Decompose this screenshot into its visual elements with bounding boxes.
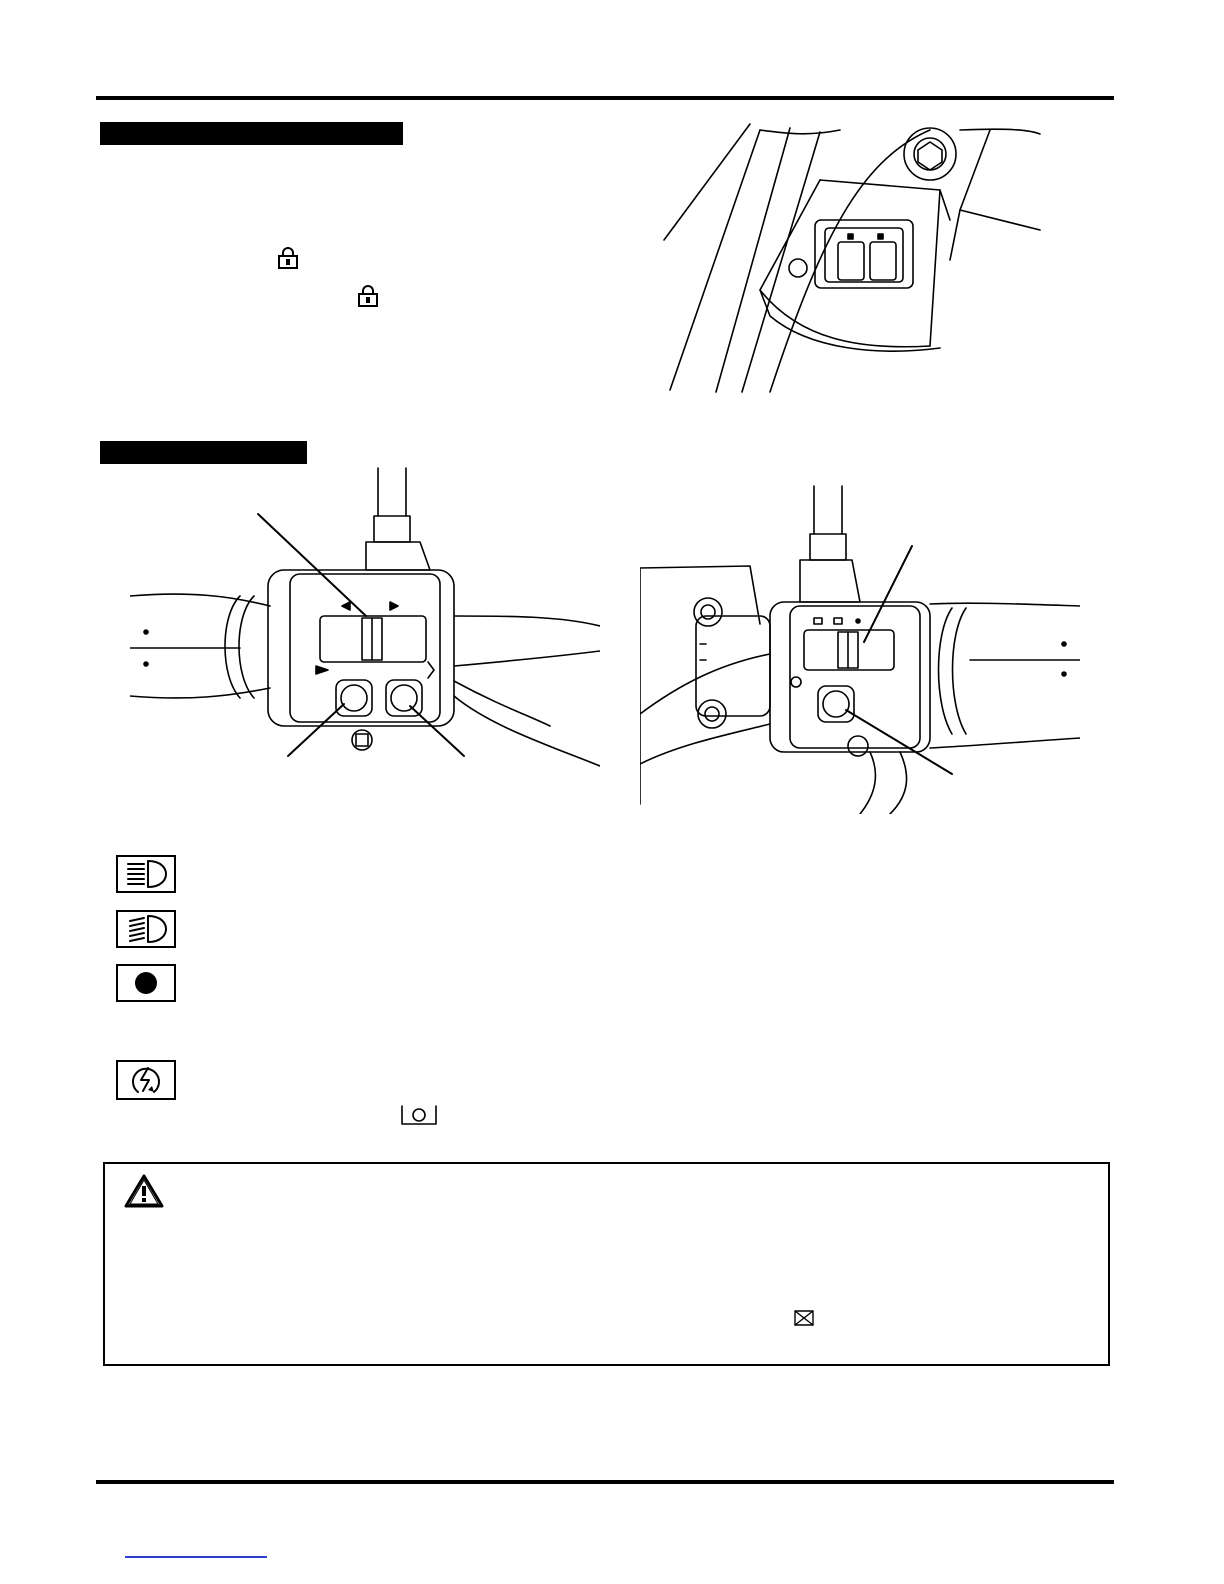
start-icon — [116, 1060, 176, 1100]
section-heading-bar-2 — [100, 441, 307, 464]
header-rule — [96, 96, 1114, 100]
section-heading-bar-1 — [100, 122, 403, 145]
low-beam-icon — [116, 910, 176, 948]
footer-rule — [96, 1480, 1114, 1484]
off-dot-icon — [116, 964, 176, 1002]
footer-link-underline[interactable] — [125, 1556, 267, 1558]
hazard-symbol-icon — [400, 1104, 438, 1126]
padlock-open-icon — [356, 284, 380, 308]
warning-triangle-icon — [124, 1174, 164, 1208]
left-handlebar-switch-illustration — [130, 466, 600, 776]
warning-box — [103, 1162, 1110, 1366]
padlock-closed-icon — [276, 246, 300, 270]
high-beam-icon — [116, 855, 176, 893]
crossed-box-icon — [793, 1309, 815, 1327]
right-handlebar-switch-illustration — [640, 484, 1080, 814]
lock-switch-illustration — [660, 120, 1060, 400]
